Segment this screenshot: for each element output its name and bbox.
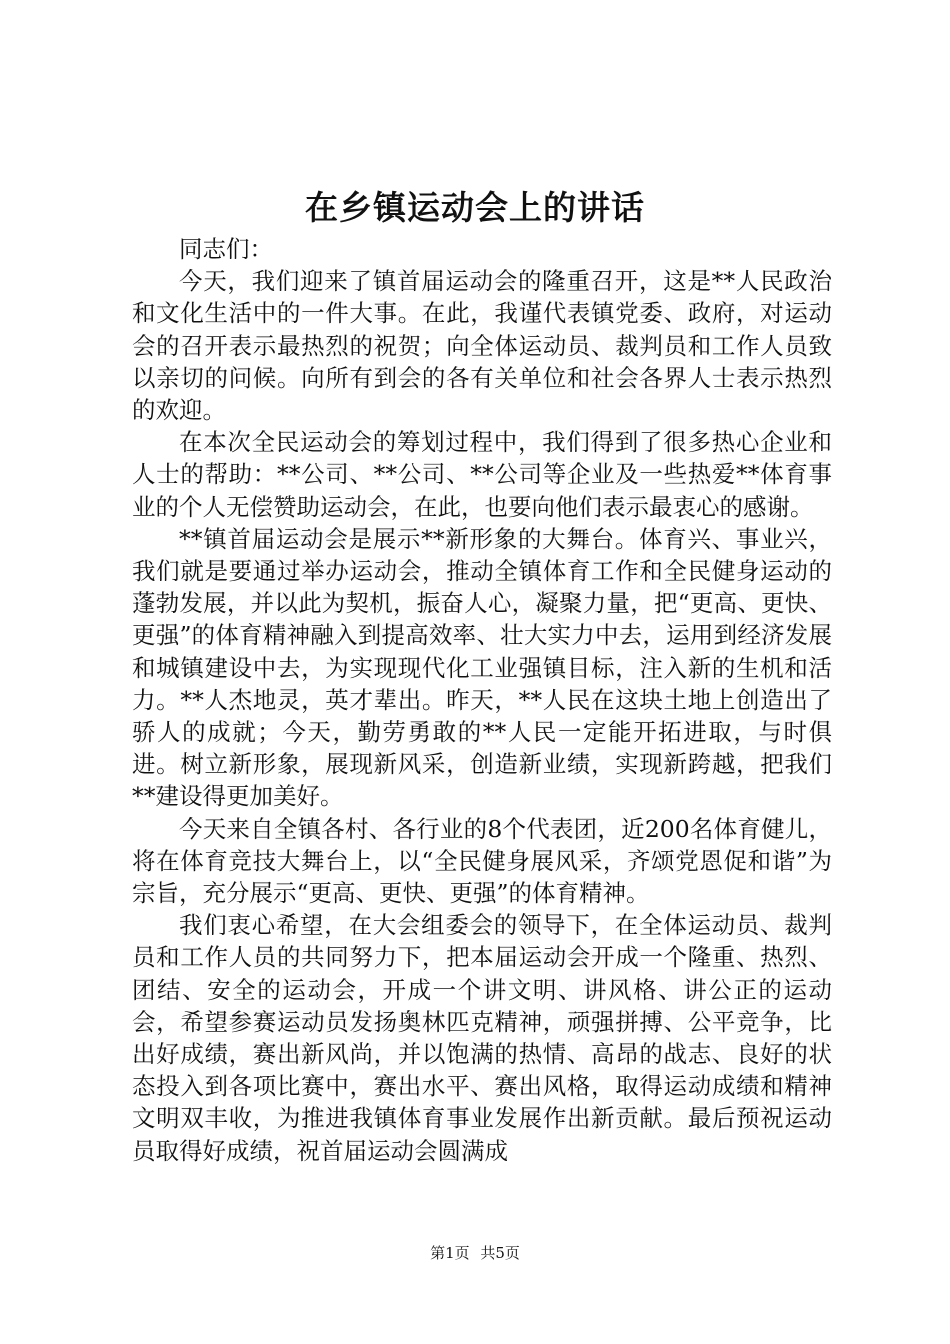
paragraph-hopes: 我们衷心希望，在大会组委会的领导下，在全体运动员、裁判员和工作人员的共同努力下，把本届运动会开成一个隆重、热烈、团结、安全的运动会，开成一个讲文明、讲风格、讲公正的运动会，希望参赛运动员发扬奥林匹克精神，顽强拼搏、公平竞争，比出好成绩，赛出新风尚，并以饱满的热情、高昂的战志、良好的状态投入到各项比赛中，赛出水平、赛出风格，取得运动成绩和精神文明双丰收，为推进我镇体育事业发展作出新贡献。最后预祝运动员取得好成绩，祝首届运动会圆满成	[132, 911, 832, 1165]
paragraph-thanks-sponsors: 在本次全民运动会的筹划过程中，我们得到了很多热心企业和人士的帮助：**公司、**公司、**公司等企业及一些热爱**体育事业的个人无偿赞助运动会，在此，也要向他们表示最衷心的感谢。	[132, 428, 832, 521]
document-title: 在乡镇运动会上的讲话	[305, 188, 645, 227]
page-footer	[0, 1243, 950, 1263]
page-number: 第1页	[430, 1244, 470, 1262]
paragraph-delegations: 今天来自全镇各村、各行业的8个代表团，近200名体育健儿，将在体育竞技大舞台上，以“全民健身展风采，齐颂党恩促和谐”为宗旨，充分展示“更高、更快、更强”的体育精神。	[132, 814, 832, 908]
page-total: 共5页	[480, 1244, 520, 1262]
salutation: 同志们：	[179, 235, 273, 263]
paragraph-welcome: 今天，我们迎来了镇首届运动会的隆重召开，这是**人民政治和文化生活中的一件大事。在此，我谨代表镇党委、政府，对运动会的召开表示最热烈的祝贺；向全体运动员、裁判员和工作人员致以亲切的问候。向所有到会的各有关单位和社会各界人士表示热烈的欢迎。	[132, 267, 832, 425]
paragraph-new-image: **镇首届运动会是展示**新形象的大舞台。体育兴、事业兴，我们就是要通过举办运动会，推动全镇体育工作和全民健身运动的蓬勃发展，并以此为契机，振奋人心，凝聚力量，把“更高、更快、更强”的体育精神融入到提高效率、壮大实力中去，运用到经济发展和城镇建设中去，为实现现代化工业强镇目标，注入新的生机和活力。**人杰地灵，英才辈出。昨天，**人民在这块土地上创造出了骄人的成就；今天，勤劳勇敢的**人民一定能开拓进取，与时俱进。树立新形象，展现新风采，创造新业绩，实现新跨越，把我们**建设得更加美好。	[132, 524, 832, 811]
document-body	[132, 233, 832, 1167]
